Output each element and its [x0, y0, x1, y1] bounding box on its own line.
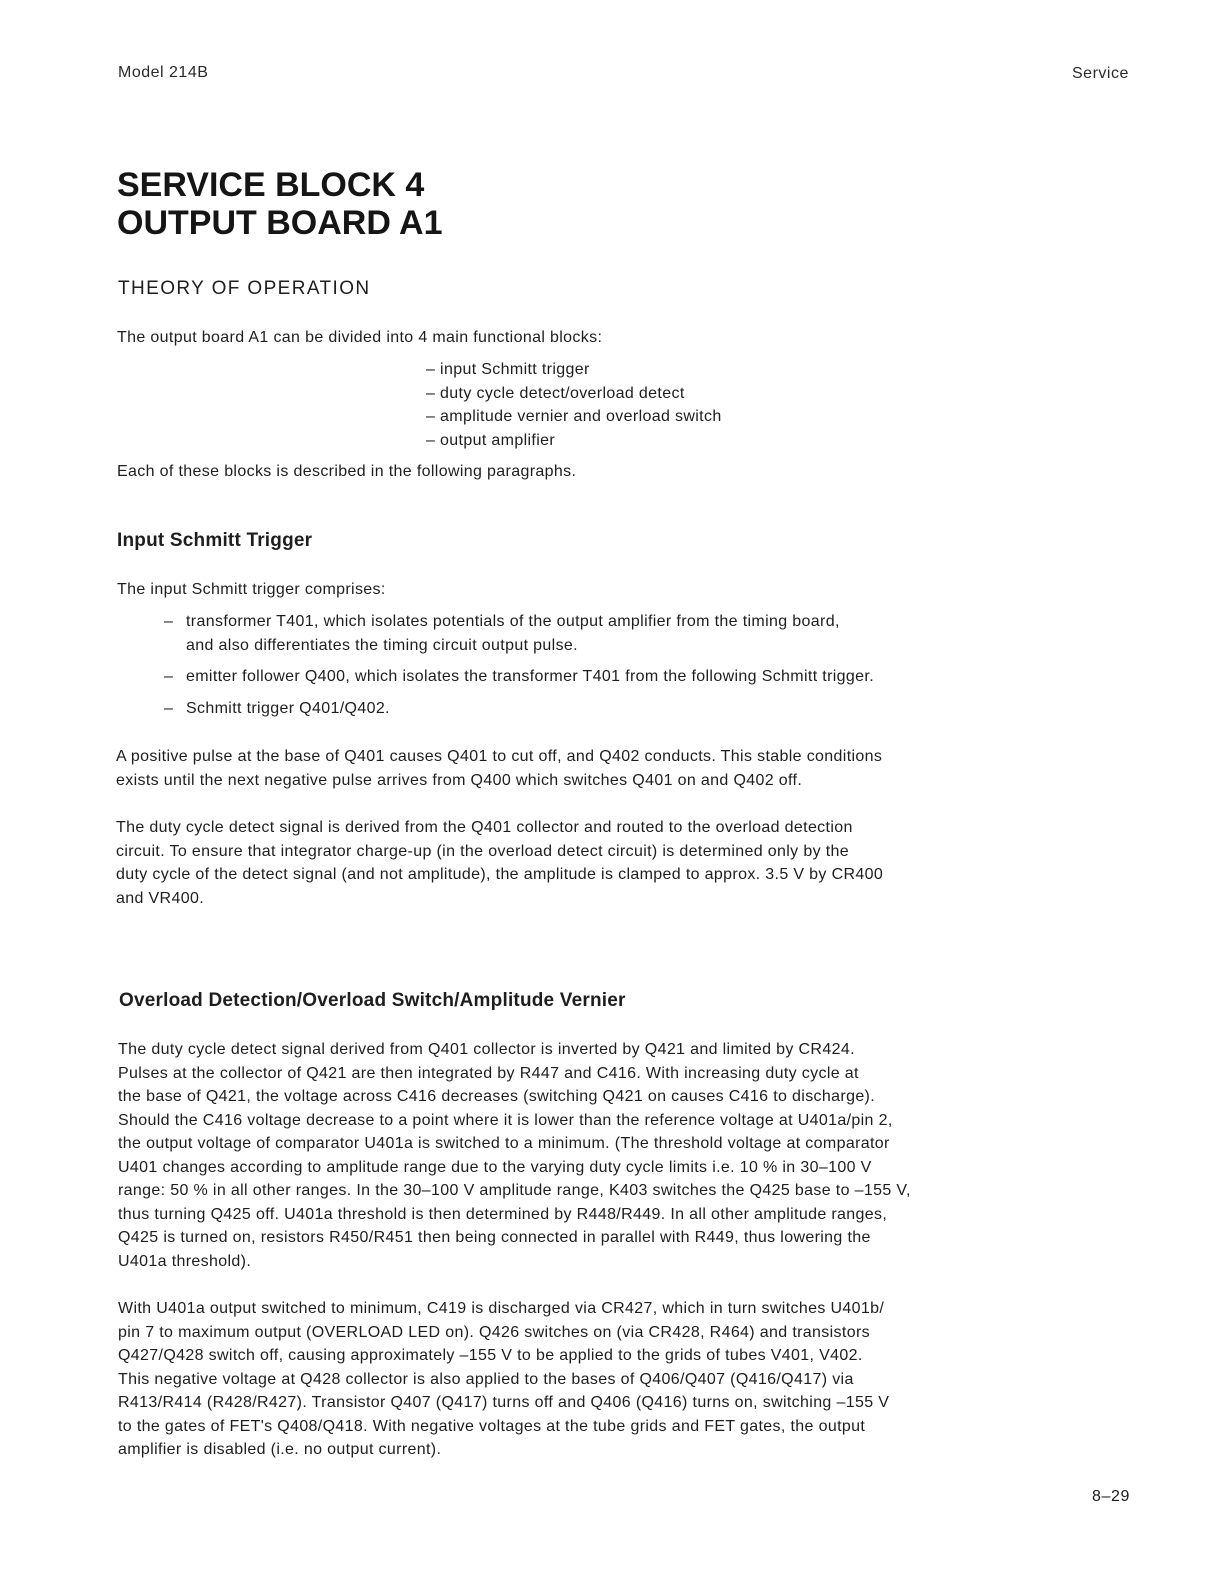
overload-paragraph-1 [118, 1038, 911, 1273]
item-line: and also differentiates the timing circuit output pulse. [186, 636, 578, 654]
text-line: R413/R414 (R428/R427). Transistor Q407 (Q417) turns off and Q406 (Q416) turns on, switching –155 V [118, 1394, 890, 1411]
text-line: The duty cycle detect signal derived from Q401 collector is inverted by Q421 and limited by CR424. [118, 1041, 855, 1058]
text-line: exists until the next negative pulse arrives from Q400 which switches Q401 on and Q402 off. [116, 771, 803, 789]
functional-blocks-list [426, 358, 722, 452]
schmitt-paragraph-1 [116, 745, 882, 792]
theory-heading: THEORY OF OPERATION [118, 278, 371, 299]
text-line: the base of Q421, the voltage across C416 decreases (switching Q421 on causes C416 to discharge). [118, 1088, 876, 1105]
schmitt-item-emitter-follower [164, 665, 874, 689]
title-line-2: OUTPUT BOARD A1 [117, 204, 443, 242]
item-line: Schmitt trigger Q401/Q402. [186, 700, 390, 717]
item-line: transformer T401, which isolates potentials of the output amplifier from the timing board, [186, 613, 840, 630]
text-line: A positive pulse at the base of Q401 causes Q401 to cut off, and Q402 conducts. This stable conditions [116, 748, 883, 765]
text-line: With U401a output switched to minimum, C419 is discharged via CR427, which in turn switches U401b/ [118, 1300, 885, 1317]
text-line: pin 7 to maximum output (OVERLOAD LED on). Q426 switches on (via CR428, R464) and transistors [118, 1323, 870, 1341]
list-item: – amplitude vernier and overload switch [426, 408, 722, 425]
schmitt-item-transformer [164, 610, 840, 657]
text-line: range: 50 % in all other ranges. In the 30–100 V amplitude range, K403 switches the Q425 base to –155 V, [118, 1182, 911, 1199]
page-title [117, 166, 443, 242]
title-line-1: SERVICE BLOCK 4 [117, 166, 425, 204]
text-line: the output voltage of comparator U401a is switched to a minimum. (The threshold voltage at comparator [118, 1135, 890, 1152]
schmitt-item-trigger [164, 697, 390, 721]
theory-intro: The output board A1 can be divided into 4 main functional blocks: [117, 329, 603, 346]
text-line: circuit. To ensure that integrator charge-up (in the overload detect circuit) is determined only by the [116, 842, 850, 860]
item-line: emitter follower Q400, which isolates the transformer T401 from the following Schmitt trigger. [186, 668, 874, 685]
schmitt-heading: Input Schmitt Trigger [117, 530, 313, 551]
text-line: Should the C416 voltage decrease to a point where it is lower than the reference voltage at U401a/pin 2, [118, 1111, 893, 1129]
text-line: thus turning Q425 off. U401a threshold is then determined by R448/R449. In all other amplitude ranges, [118, 1205, 888, 1223]
header-model: Model 214B [118, 64, 209, 81]
theory-outro: Each of these blocks is described in the following paragraphs. [117, 463, 577, 480]
list-item: – duty cycle detect/overload detect [426, 384, 685, 402]
list-item: – output amplifier [426, 431, 556, 449]
text-line: This negative voltage at Q428 collector is also applied to the bases of Q406/Q407 (Q416/Q417) via [118, 1370, 854, 1388]
dash-marker: – [164, 700, 174, 717]
text-line: U401 changes according to amplitude range due to the varying duty cycle limits i.e. 10 % in 30–100 V [118, 1158, 872, 1176]
overload-paragraph-2 [118, 1297, 889, 1462]
dash-marker: – [164, 668, 174, 685]
dash-marker: – [164, 613, 174, 630]
text-line: Pulses at the collector of Q421 are then integrated by R447 and C416. With increasing duty cycle at [118, 1064, 859, 1082]
overload-heading: Overload Detection/Overload Switch/Amplitude Vernier [119, 990, 626, 1011]
schmitt-intro: The input Schmitt trigger comprises: [117, 581, 386, 598]
text-line: Q425 is turned on, resistors R450/R451 then being connected in parallel with R449, thus lowering the [118, 1229, 871, 1246]
page-number: 8–29 [1092, 1488, 1130, 1505]
text-line: Q427/Q428 switch off, causing approximately –155 V to be applied to the grids of tubes V401, V402. [118, 1347, 863, 1364]
text-line: and VR400. [116, 889, 205, 907]
text-line: to the gates of FET's Q408/Q418. With negative voltages at the tube grids and FET gates, the output [118, 1417, 866, 1435]
text-line: duty cycle of the detect signal (and not amplitude), the amplitude is clamped to approx. 3.5 V by CR400 [116, 866, 884, 883]
text-line: U401a threshold). [118, 1252, 252, 1270]
text-line: amplifier is disabled (i.e. no output current). [118, 1441, 442, 1458]
list-item: – input Schmitt trigger [426, 361, 590, 378]
schmitt-paragraph-2 [116, 816, 883, 910]
header-section: Service [1072, 65, 1129, 82]
text-line: The duty cycle detect signal is derived from the Q401 collector and routed to the overload detection [116, 819, 853, 836]
